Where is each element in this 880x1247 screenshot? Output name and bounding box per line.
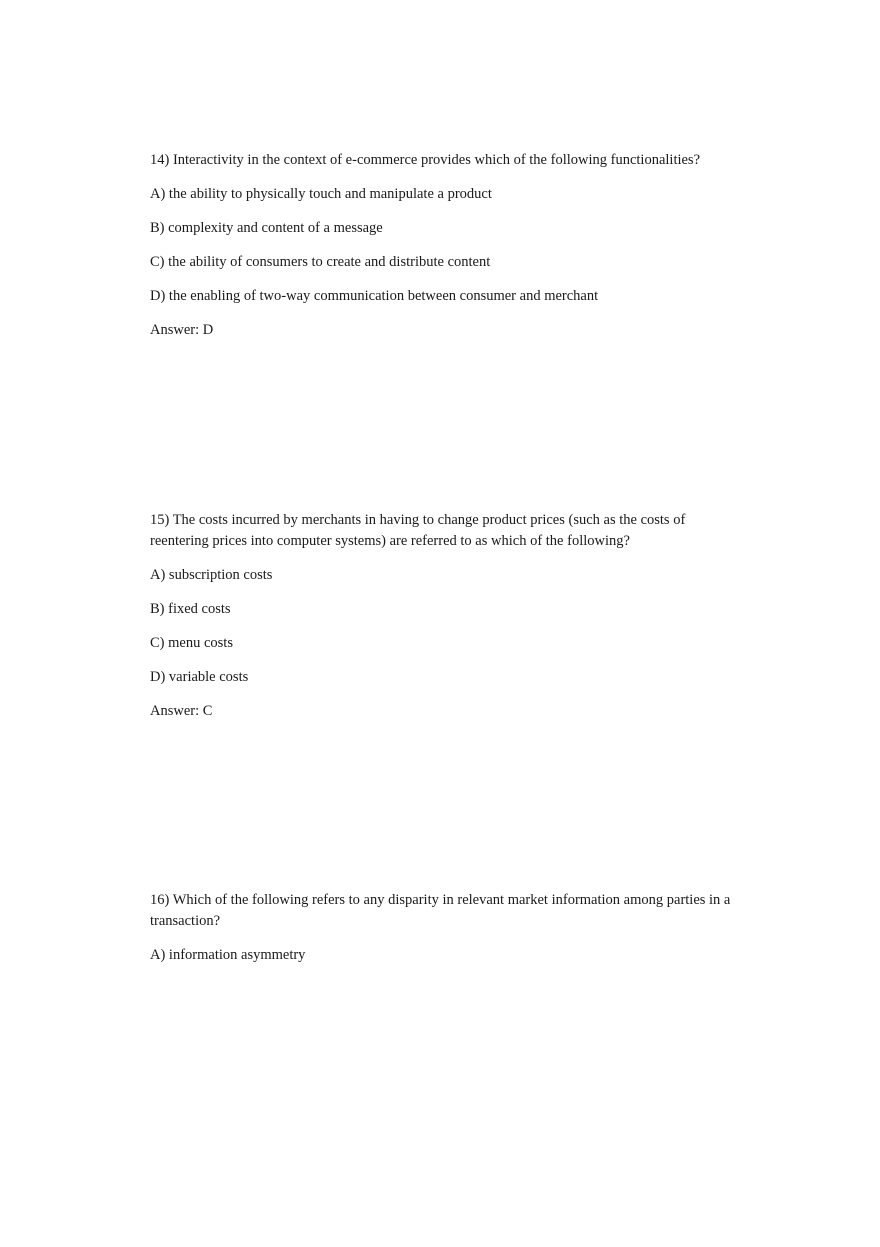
option-c: C) menu costs: [150, 635, 233, 651]
answer-text: Answer: D: [150, 322, 214, 338]
option-d: D) variable costs: [150, 669, 249, 685]
question-text: 15) The costs incurred by merchants in having to change product prices (such as the costs of reentering prices into computer systems) are referred to as which of the following?: [150, 512, 686, 549]
question-14: [150, 150, 740, 354]
option-b: B) fixed costs: [150, 601, 231, 617]
option-a: A) subscription costs: [150, 567, 273, 583]
option-c: C) the ability of consumers to create and distribute content: [150, 254, 491, 270]
answer-text: Answer: C: [150, 703, 213, 719]
option-a: A) information asymmetry: [150, 947, 306, 963]
option-b: B) complexity and content of a message: [150, 220, 383, 236]
option-a: A) the ability to physically touch and manipulate a product: [150, 186, 492, 202]
question-16: [150, 890, 740, 979]
question-text: 16) Which of the following refers to any disparity in relevant market information among parties in a transaction?: [150, 892, 731, 929]
option-d: D) the enabling of two-way communication between consumer and merchant: [150, 288, 599, 304]
question-15: [150, 510, 740, 735]
question-text: 14) Interactivity in the context of e-commerce provides which of the following functionalities?: [150, 152, 701, 168]
